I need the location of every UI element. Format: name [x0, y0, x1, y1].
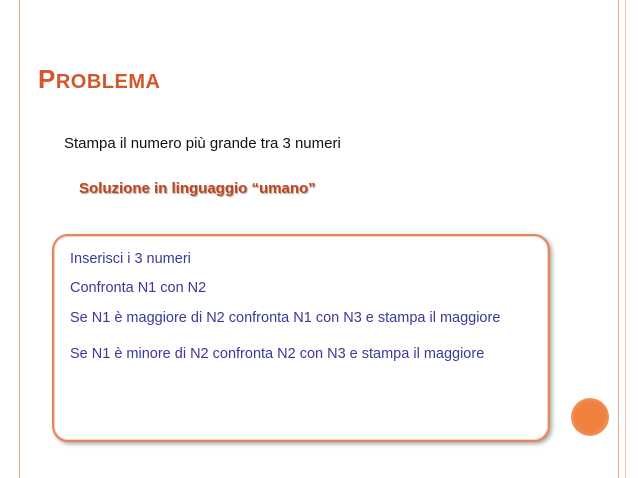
- problem-statement: Stampa il numero più grande tra 3 numeri: [64, 135, 341, 152]
- right-border-decoration: [618, 0, 638, 478]
- step-2: Confronta N1 con N2: [70, 280, 207, 296]
- solution-subtitle: Soluzione in linguaggio “umano”: [79, 180, 316, 197]
- slide-title: [38, 64, 160, 95]
- title-rest: ROBLEMA: [55, 71, 161, 93]
- step-1: Inserisci i 3 numeri: [70, 251, 191, 267]
- step-4: Se N1 è minore di N2 confronta N2 con N3 e stampa il maggiore: [70, 346, 485, 362]
- step-3: Se N1 è maggiore di N2 confronta N1 con N3 e stampa il maggiore: [70, 310, 501, 326]
- title-initial: P: [38, 64, 56, 94]
- decoration-circle: [571, 398, 609, 436]
- left-border-decoration: [0, 0, 20, 478]
